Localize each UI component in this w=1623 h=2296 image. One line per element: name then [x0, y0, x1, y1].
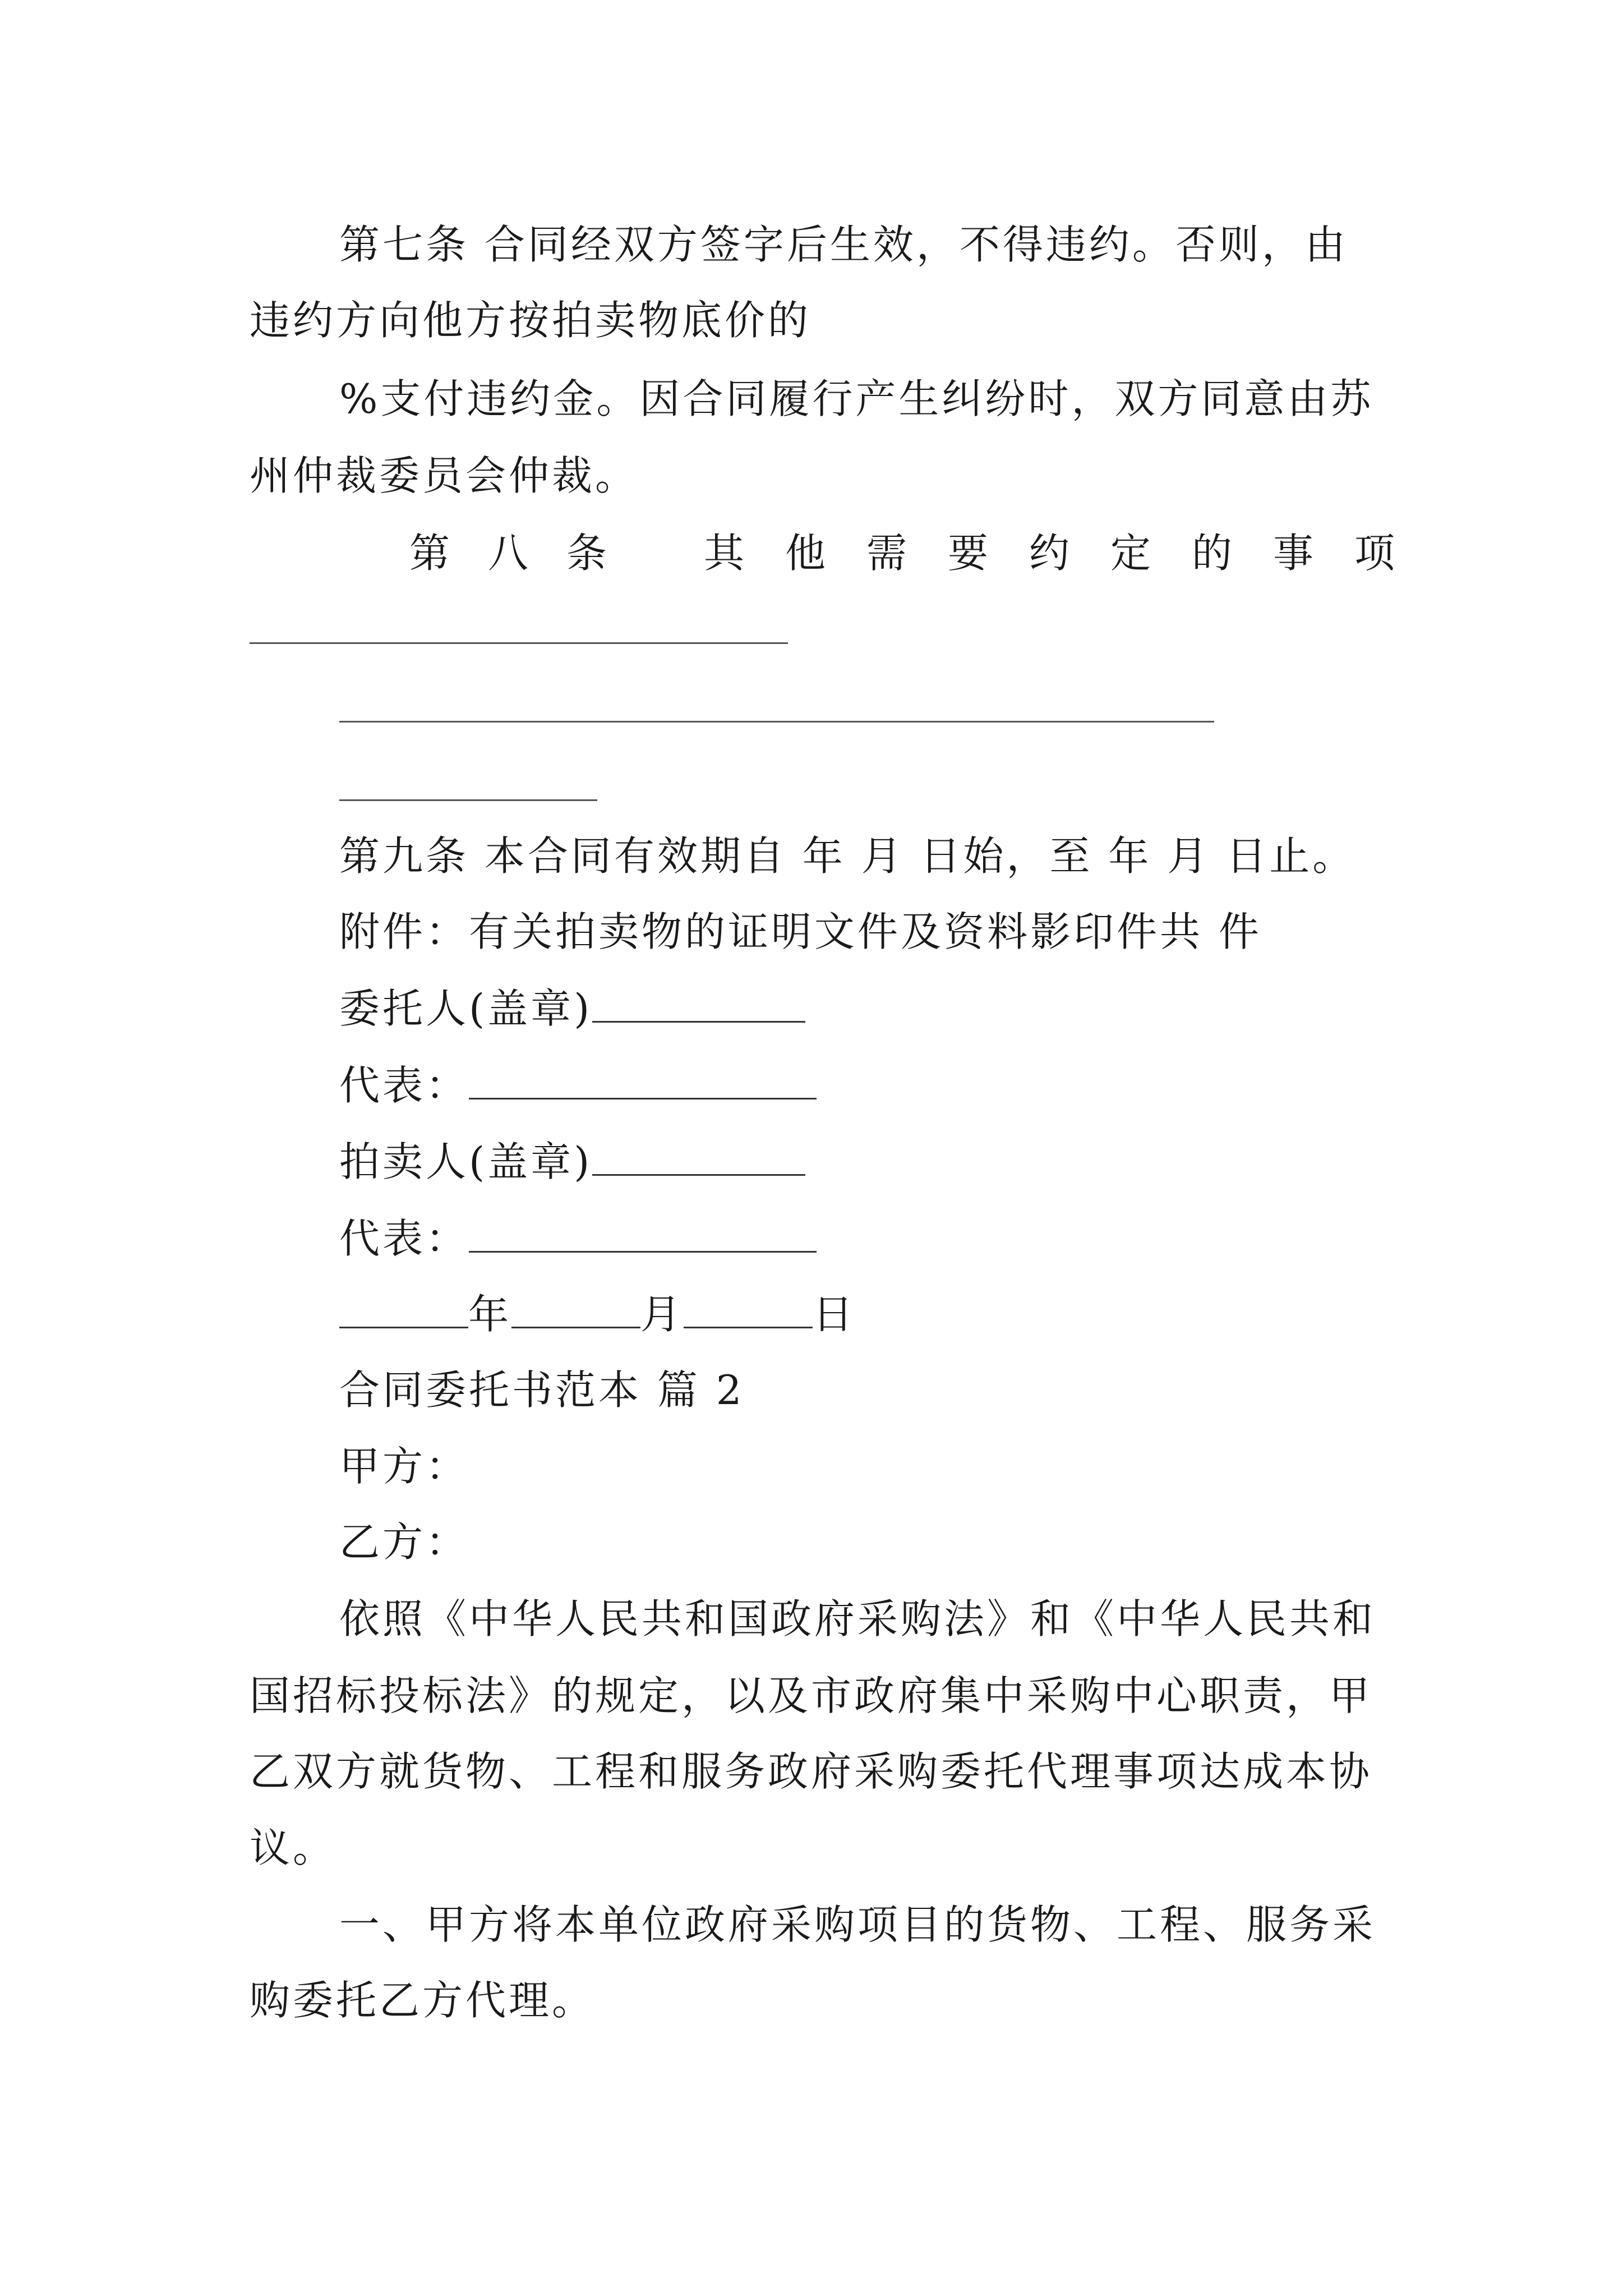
- date-row: [339, 1291, 856, 1338]
- preamble-line3: 乙双方就货物、工程和服务政府采购委托代理事项达成本协: [250, 1748, 1373, 1795]
- article8-char: 条: [566, 530, 607, 577]
- party-b-line: 乙方：: [339, 1519, 469, 1566]
- day-blank: [684, 1293, 813, 1328]
- article8-char: 需: [866, 530, 907, 577]
- preamble-line2: 国招标投标法》的规定，以及市政府集中采购中心职责，甲: [250, 1672, 1373, 1719]
- clause1-line2: 购委托乙方代理。: [250, 1977, 596, 2024]
- principal-signature-row: [339, 985, 805, 1032]
- preamble-line1: 依照《中华人民共和国政府采购法》和《中华人民共和: [339, 1595, 1376, 1642]
- article7-line4: 州仲裁委员会仲裁。: [250, 452, 639, 499]
- attachment-line: 附件：有关拍卖物的证明文件及资料影印件共 件: [339, 908, 1262, 955]
- article8-char: 第: [409, 530, 450, 577]
- clause1-line1: 一、甲方将本单位政府采购项目的货物、工程、服务采: [339, 1901, 1376, 1948]
- signature-blank: [592, 1140, 805, 1176]
- month-label: 月: [640, 1291, 684, 1338]
- article8-char: 项: [1354, 530, 1395, 577]
- article8-char: 定: [1110, 530, 1151, 577]
- article8-char: 事: [1273, 530, 1314, 577]
- article9-line1: 第九条 本合同有效期自 年 月 日始，至 年 月 日止。: [339, 832, 1356, 880]
- auctioneer-label: 拍卖人(盖章): [339, 1138, 593, 1185]
- rep1-label: 代表：: [339, 1062, 469, 1109]
- party-a-line: 甲方：: [339, 1443, 469, 1490]
- auctioneer-signature-row: [339, 1138, 805, 1185]
- day-label: 日: [813, 1291, 856, 1338]
- signature-blank: [469, 1217, 817, 1253]
- article8-char: 他: [785, 530, 826, 577]
- signature-blank: [469, 1064, 817, 1099]
- year-label: 年: [468, 1291, 512, 1338]
- rep2-signature-row: [339, 1215, 817, 1262]
- rep2-label: 代表：: [339, 1215, 469, 1262]
- rep1-signature-row: [339, 1062, 817, 1109]
- article8-heading: [0, 530, 1623, 578]
- month-blank: [511, 1293, 640, 1328]
- fill-in-line: [250, 642, 788, 644]
- fill-in-line: [339, 721, 1214, 723]
- section2-title: 合同委托书范本 篇 2: [339, 1366, 745, 1414]
- article8-char: 八: [488, 530, 529, 577]
- article8-char: 要: [948, 530, 989, 577]
- fill-in-line: [339, 799, 597, 801]
- signature-blank: [592, 987, 805, 1023]
- article7-line3: %支付违约金。因合同履行产生纠纷时，双方同意由苏: [339, 375, 1374, 422]
- article7-line2: 违约方向他方按拍卖物底价的: [250, 297, 811, 344]
- article8-char: 约: [1029, 530, 1070, 577]
- article8-char: 其: [704, 530, 745, 577]
- year-blank: [339, 1293, 468, 1328]
- preamble-line4: 议。: [250, 1824, 336, 1871]
- article7-line1: 第七条 合同经双方签字后生效，不得违约。否则，由: [339, 221, 1348, 268]
- principal-label: 委托人(盖章): [339, 985, 593, 1032]
- article8-char: 的: [1192, 530, 1233, 577]
